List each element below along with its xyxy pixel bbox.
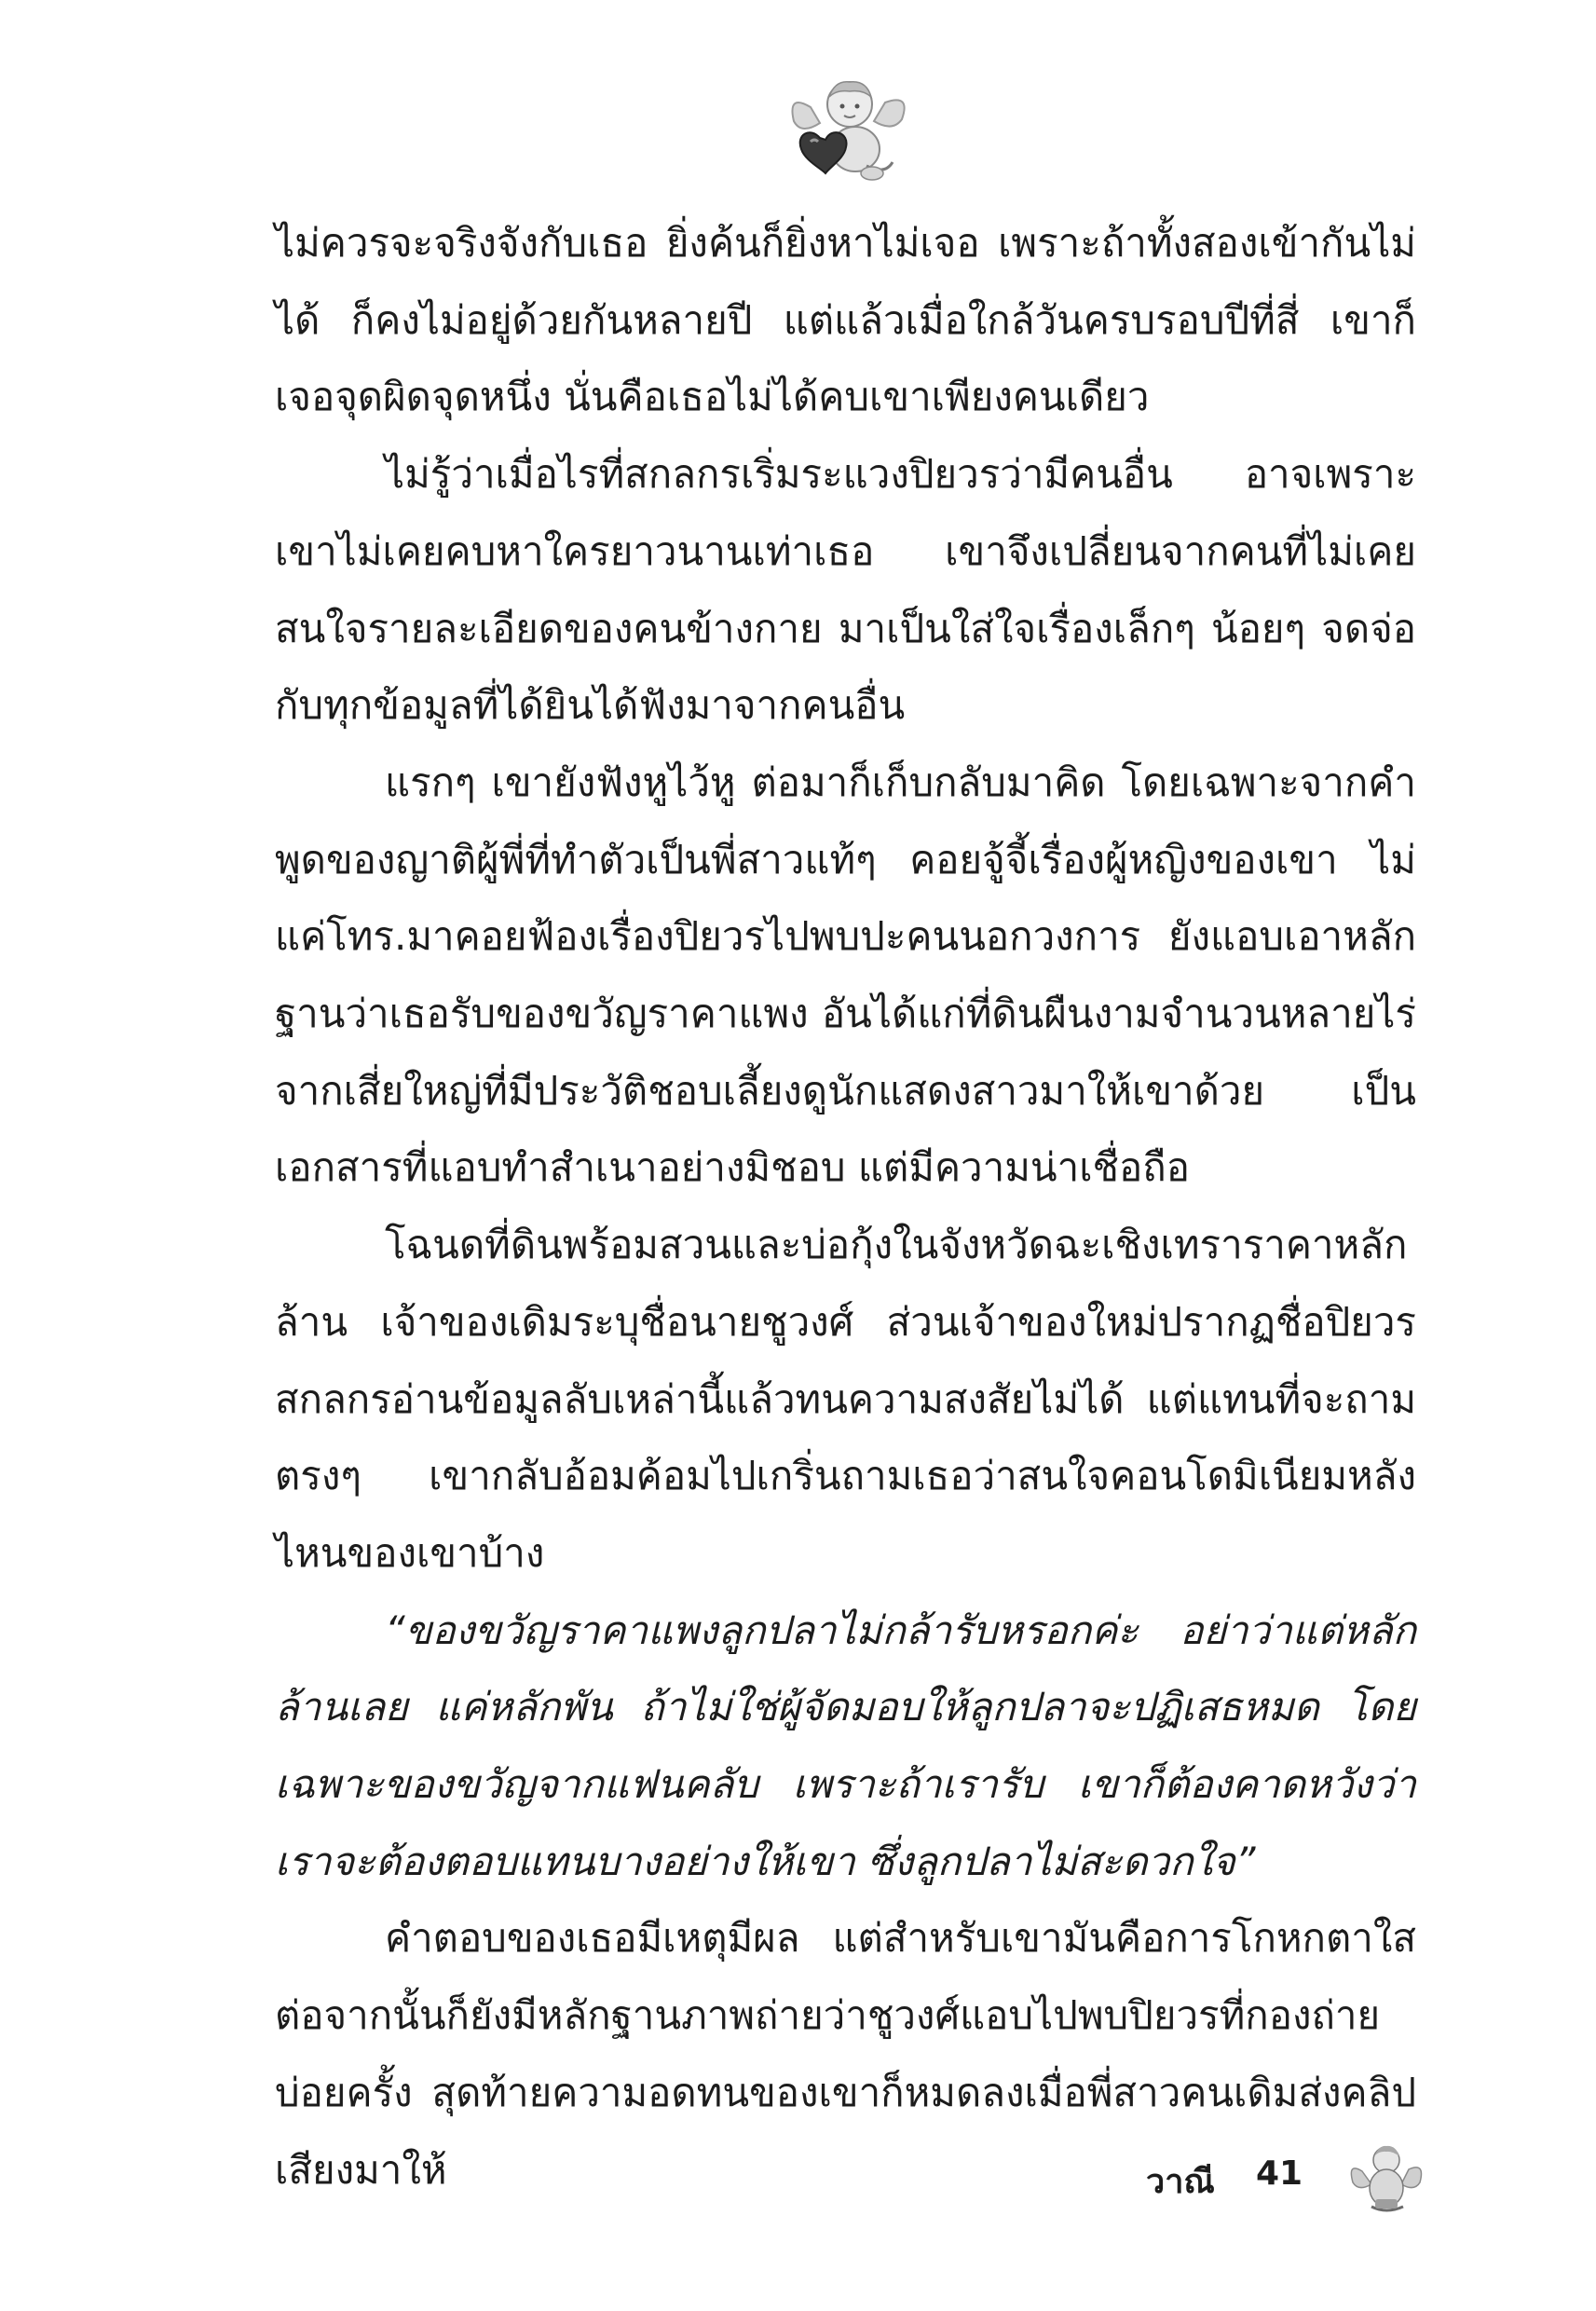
cupid-holding-heart-icon xyxy=(783,65,913,186)
paragraph-4: โฉนดที่ดินพร้อมสวนและบ่อกุ้งในจังหวัดฉะเชิงเทราราคาหลักล้าน เจ้าของเดิมระบุชื่อนายชูวงศ์ ส่วนเจ้าของใหม่ปรากฏชื่อปิยวร สกลกรอ่านข้อมูลลับเหล่านี้แล้วทนความสงสัยไม่ได้ แต่แทนที่จะถามตรงๆ เขากลับอ้อมค้อมไปเกริ่นถามเธอว่าสนใจคอนโดมิเนียมหลังไหนของเขาบ้าง xyxy=(275,1222,1416,1576)
cupid-figure-icon xyxy=(1344,2134,1427,2218)
paragraph-1: ไม่ควรจะจริงจังกับเธอ ยิ่งค้นก็ยิ่งหาไม่เจอ เพราะถ้าทั้งสองเข้ากันไม่ได้ ก็คงไม่อยู่ด้วยกันหลายปี แต่แล้วเมื่อใกล้วันครบรอบปีที่สี่ เขาก็เจอจุดผิดจุดหนึ่ง นั่นคือเธอไม่ได้คบเขาเพียงคนเดียว xyxy=(275,220,1416,420)
paragraph-2: ไม่รู้ว่าเมื่อไรที่สกลกรเริ่มระแวงปิยวรว่ามีคนอื่น อาจเพราะเขาไม่เคยคบหาใครยาวนานเท่าเธอ เขาจึงเปลี่ยนจากคนที่ไม่เคยสนใจรายละเอียดของคนข้างกาย มาเป็นใส่ใจเรื่องเล็กๆ น้อยๆ จดจ่อกับทุกข้อมูลที่ได้ยินได้ฟังมาจากคนอื่น xyxy=(275,451,1416,729)
chapter-body-text xyxy=(275,205,1416,2208)
footer-book-title: วาณี xyxy=(1146,2163,1215,2201)
paragraph-6: คำตอบของเธอมีเหตุมีผล แต่สำหรับเขามันคือการโกหกตาใส ต่อจากนั้นก็ยังมีหลักฐานภาพถ่ายว่าชูวงศ์แอบไปพบปิยวรที่กองถ่ายบ่อยครั้ง สุดท้ายความอดทนของเขาก็หมดลงเมื่อพี่สาวคนเดิมส่งคลิปเสียงมาให้ xyxy=(275,1915,1416,2193)
dialogue-quote: “ของขวัญราคาแพงลูกปลาไม่กล้ารับหรอกค่ะ อย่าว่าแต่หลักล้านเลย แค่หลักพัน ถ้าไม่ใช่ผู้จัดมอบให้ลูกปลาจะปฏิเสธหมด โดยเฉพาะของขวัญจากแฟนคลับ เพราะถ้าเรารับ เขาก็ต้องคาดหวังว่าเราจะต้องตอบแทนบางอย่างให้เขา ซึ่งลูกปลาไม่สะดวกใจ” xyxy=(275,1607,1416,1884)
paragraph-3: แรกๆ เขายังฟังหูไว้หู ต่อมาก็เก็บกลับมาคิด โดยเฉพาะจากคำพูดของญาติผู้พี่ที่ทำตัวเป็นพี่สาวแท้ๆ คอยจู้จี้เรื่องผู้หญิงของเขา ไม่แค่โทร.มาคอยฟ้องเรื่องปิยวรไปพบปะคนนอกวงการ ยังแอบเอาหลักฐานว่าเธอรับของขวัญราคาแพง อันได้แก่ที่ดินผืนงามจำนวนหลายไร่จากเสี่ยใหญ่ที่มีประวัติชอบเลี้ยงดูนักแสดงสาวมาให้เขาด้วย เป็นเอกสารที่แอบทำสำเนาอย่างมิชอบ แต่มีความน่าเชื่อถือ xyxy=(275,759,1416,1191)
page-number: 41 xyxy=(1256,2154,1303,2193)
page-footer xyxy=(1146,2134,1537,2227)
